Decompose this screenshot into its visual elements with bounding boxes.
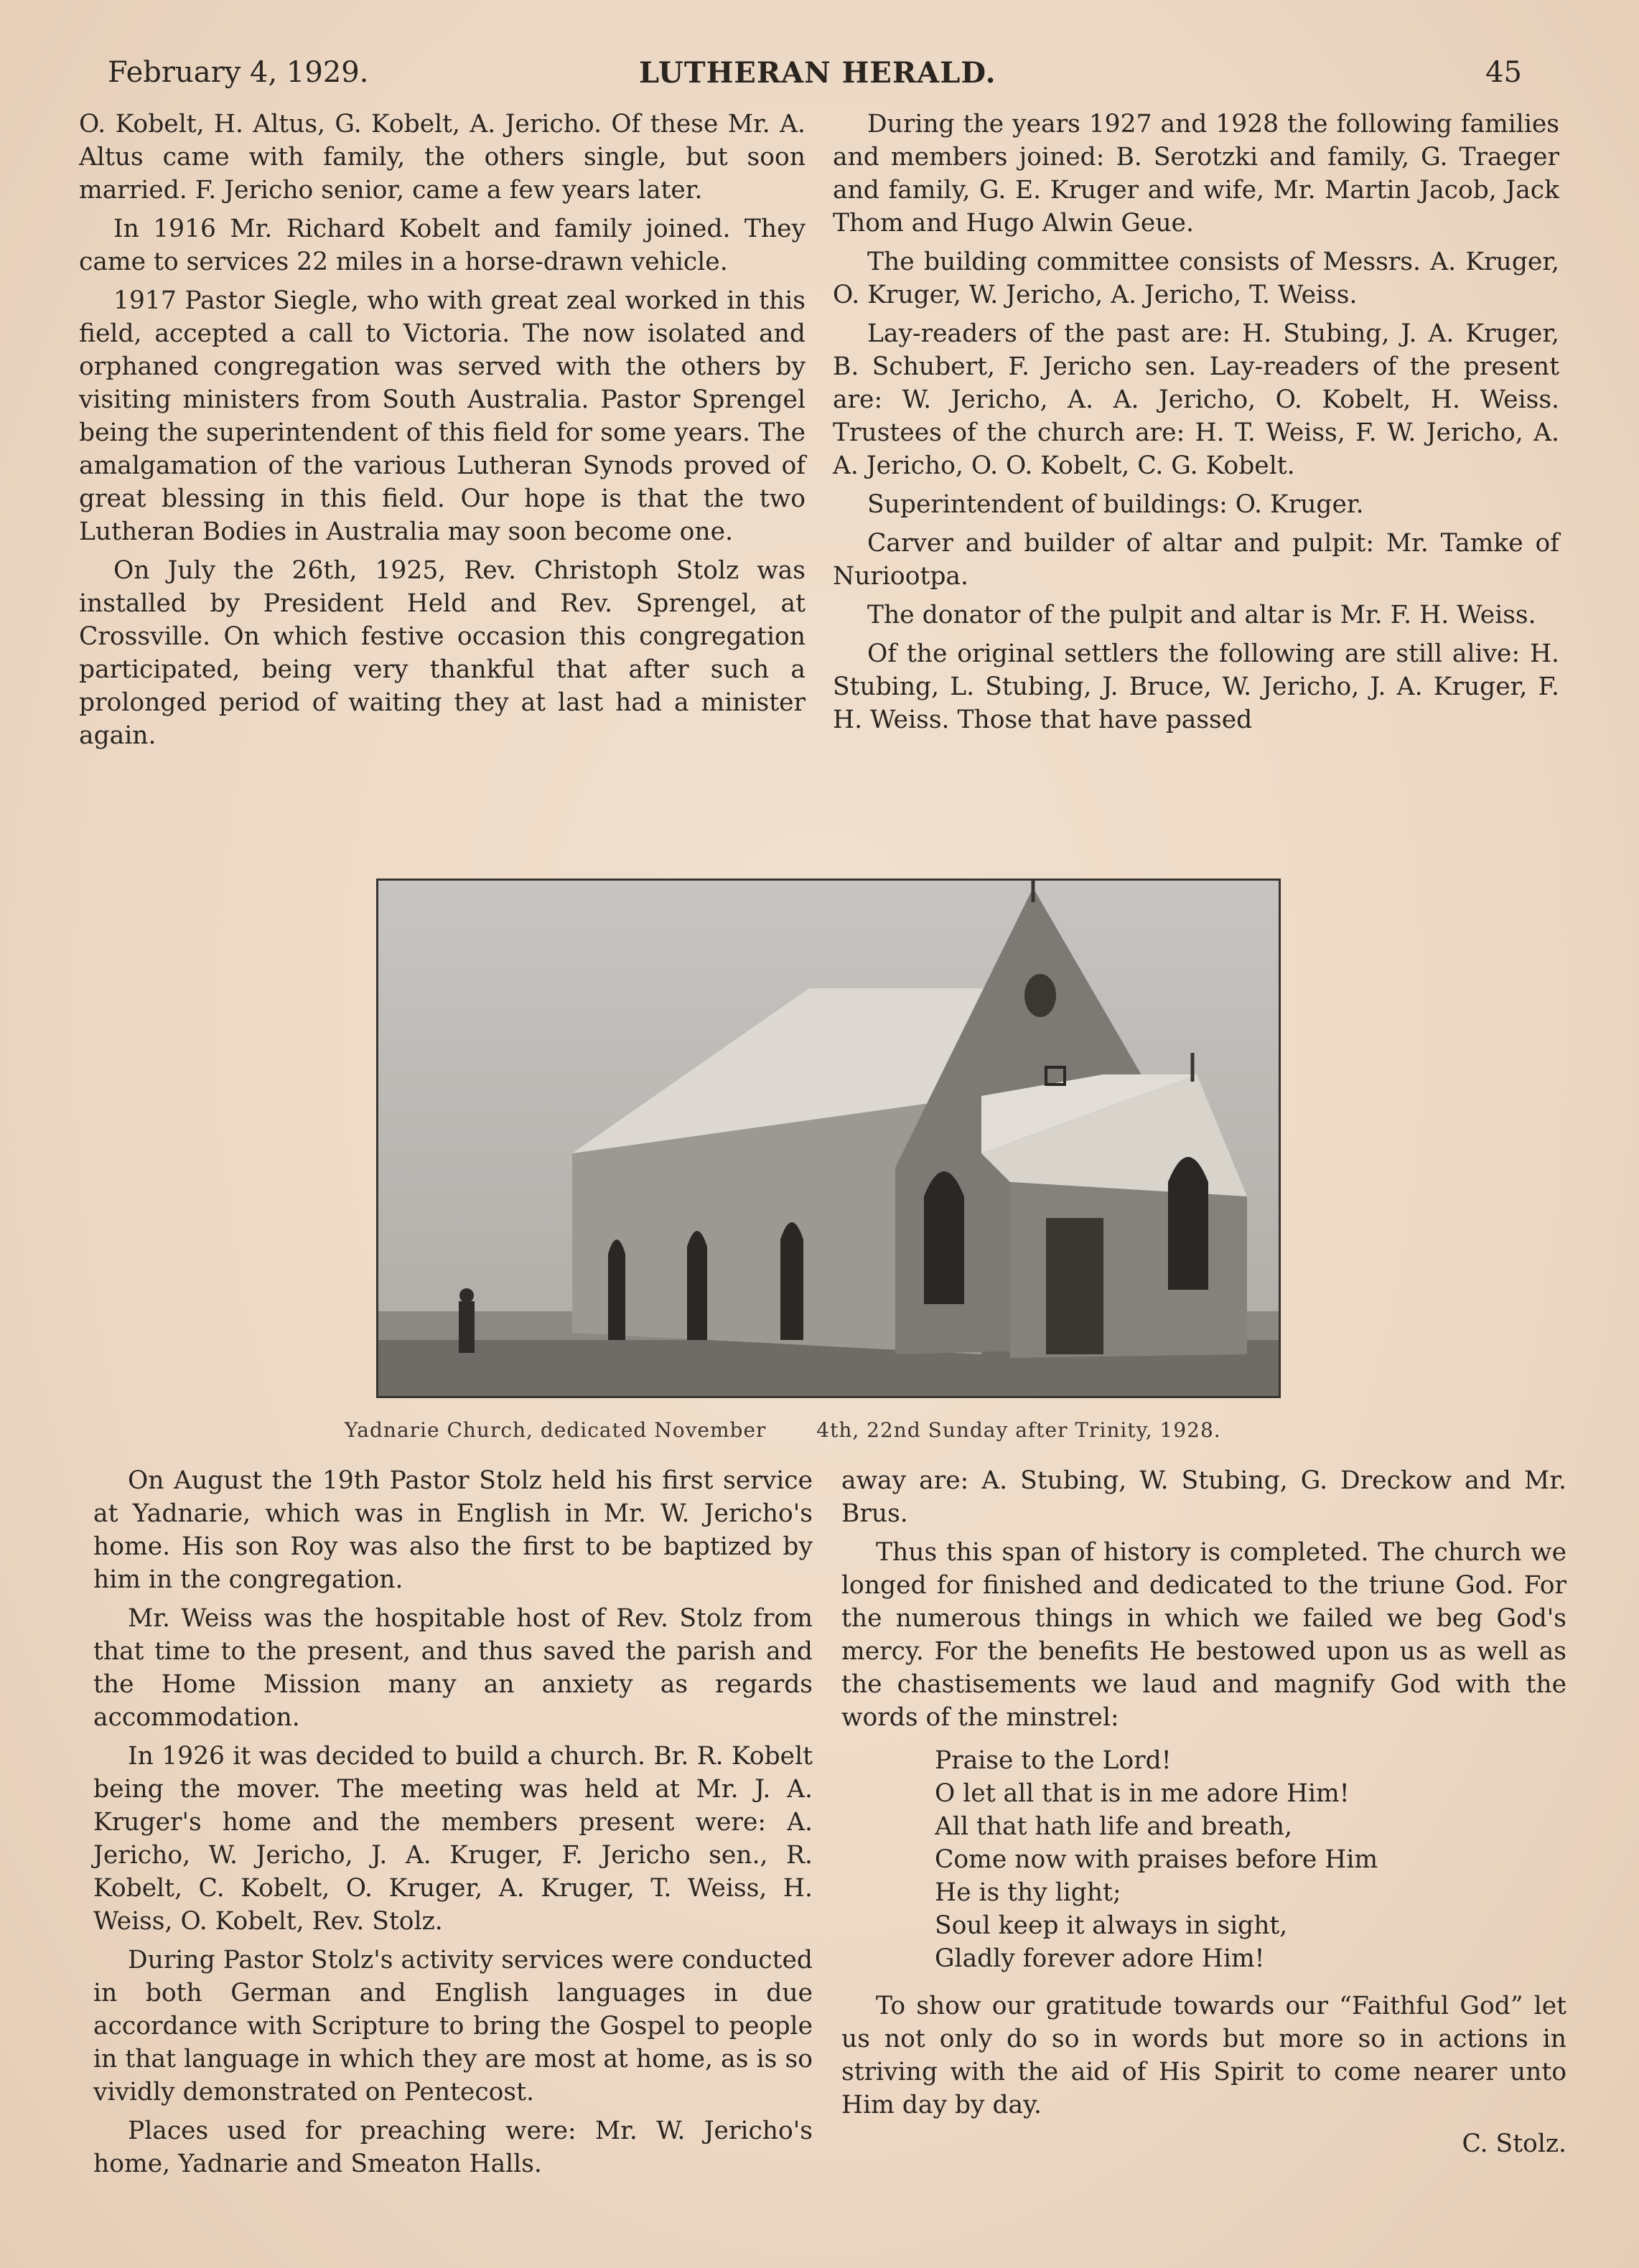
- paragraph: Lay-readers of the past are: H. Stubing, J. A. Kruger, B. Schubert, F. Jericho sen. Lay-readers of the present are: W. Jericho, A. A. Jericho, O. Kobelt, H. Weiss. Trustees of the church are: H. T. Weiss, F. W. Jericho, A. A. Jericho, O. O. Kobelt, C. G. Kobelt.: [833, 319, 1559, 480]
- header-title: LUTHERAN HERALD.: [639, 56, 996, 90]
- hymn-verse: [935, 1744, 1566, 1975]
- paragraph: Places used for preaching were: Mr. W. Jericho's home, Yadnarie and Smeaton Halls.: [93, 2117, 813, 2178]
- paragraph: Of the original settlers the following are still alive: H. Stubing, L. Stubing, J. Bruce, W. Jericho, J. A. Kruger, F. H. Weiss. Those that have passed: [833, 639, 1559, 734]
- page-header: [108, 56, 1522, 99]
- paragraph: In 1926 it was decided to build a church. Br. R. Kobelt being the mover. The meeting was held at Mr. J. A. Kruger's home and the members present were: A. Jericho, W. Jericho, J. A. Kruger, F. Jericho sen., R. Kobelt, C. Kobelt, O. Kruger, A. Kruger, T. Weiss, H. Weiss, O. Kobelt, Rev. Stolz.: [93, 1742, 813, 1936]
- poem-line: He is thy light;: [935, 1878, 1121, 1907]
- paragraph: away are: A. Stubing, W. Stubing, G. Dreckow and Mr. Brus.: [841, 1466, 1566, 1528]
- caption-right: 4th, 22nd Sunday after Trinity, 1928.: [816, 1418, 1221, 1442]
- header-date: February 4, 1929.: [108, 56, 369, 89]
- church-photograph: [376, 878, 1281, 1398]
- paragraph: In 1916 Mr. Richard Kobelt and family joined. They came to services 22 miles in a horse-drawn vehicle.: [79, 215, 806, 276]
- paragraph: To show our gratitude towards our “Faithful God” let us not only do so in words but more so in actions in striving with the aid of His Spirit to come nearer unto Him day by day.: [841, 1992, 1566, 2119]
- column-top-left: [79, 108, 806, 758]
- page-number: 45: [1485, 56, 1522, 89]
- column-bottom-left: [93, 1464, 813, 2186]
- signature: C. Stolz.: [1462, 2129, 1566, 2158]
- photo-caption: [345, 1418, 1321, 1442]
- caption-left: Yadnarie Church, dedicated November: [345, 1418, 767, 1442]
- paragraph: On July the 26th, 1925, Rev. Christoph Stolz was installed by President Held and Rev. Sprengel, at Crossville. On which festive occasion this congregation participated, being very thankful that after such a prolonged period of waiting they at last had a minister again.: [79, 556, 806, 750]
- paragraph: Carver and builder of altar and pulpit: Mr. Tamke of Nuriootpa.: [833, 529, 1559, 591]
- church-illustration: [378, 881, 1279, 1396]
- paragraph: On August the 19th Pastor Stolz held his first service at Yadnarie, which was in English in Mr. W. Jericho's home. His son Roy was also the first to be baptized by him in the congregation.: [93, 1466, 813, 1594]
- paragraph: Mr. Weiss was the hospitable host of Rev. Stolz from that time to the present, and thus saved the parish and the Home Mission many an anxiety as regards accommodation.: [93, 1604, 813, 1732]
- paragraph: O. Kobelt, H. Altus, G. Kobelt, A. Jericho. Of these Mr. A. Altus came with family, the others single, but soon married. F. Jericho senior, came a few years later.: [79, 110, 806, 205]
- paragraph: During Pastor Stolz's activity services were conducted in both German and English languages in due accordance with Scripture to bring the Gospel to people in that language in which they are most at home, as is so vividly demonstrated on Pentecost.: [93, 1946, 813, 2107]
- poem-line: O let all that is in me adore Him!: [935, 1779, 1350, 1808]
- poem-line: Gladly forever adore Him!: [935, 1944, 1265, 1973]
- paragraph: Superintendent of buildings: O. Kruger.: [867, 490, 1364, 519]
- poem-line: All that hath life and breath,: [935, 1812, 1292, 1841]
- paragraph: Thus this span of history is completed. The church we longed for finished and dedicated to the triune God. For the numerous things in which we failed we beg God's mercy. For the benefits He bestowed upon us as well as the chastisements we laud and magnify God with the words of the minstrel:: [841, 1538, 1566, 1732]
- poem-line: Come now with praises before Him: [935, 1845, 1378, 1874]
- column-top-right: [833, 108, 1559, 742]
- paragraph: 1917 Pastor Siegle, who with great zeal worked in this field, accepted a call to Victoria. The now isolated and orphaned congregation was served with the others by visiting ministers from South Australia. Pastor Sprengel being the superintendent of this field for some years. The amalgamation of the various Lutheran Synods proved of great blessing in this field. Our hope is that the two Lutheran Bodies in Australia may soon become one.: [79, 286, 806, 546]
- poem-line: Soul keep it always in sight,: [935, 1911, 1288, 1940]
- paragraph: The building committee consists of Messrs. A. Kruger, O. Kruger, W. Jericho, A. Jericho, T. Weiss.: [833, 248, 1559, 309]
- paragraph: During the years 1927 and 1928 the following families and members joined: B. Serotzki and family, G. Traeger and family, G. E. Kruger and wife, Mr. Martin Jacob, Jack Thom and Hugo Alwin Geue.: [833, 110, 1559, 238]
- paragraph: The donator of the pulpit and altar is Mr. F. H. Weiss.: [867, 601, 1536, 629]
- column-bottom-right: [841, 1464, 1566, 2166]
- poem-line: Praise to the Lord!: [935, 1746, 1172, 1775]
